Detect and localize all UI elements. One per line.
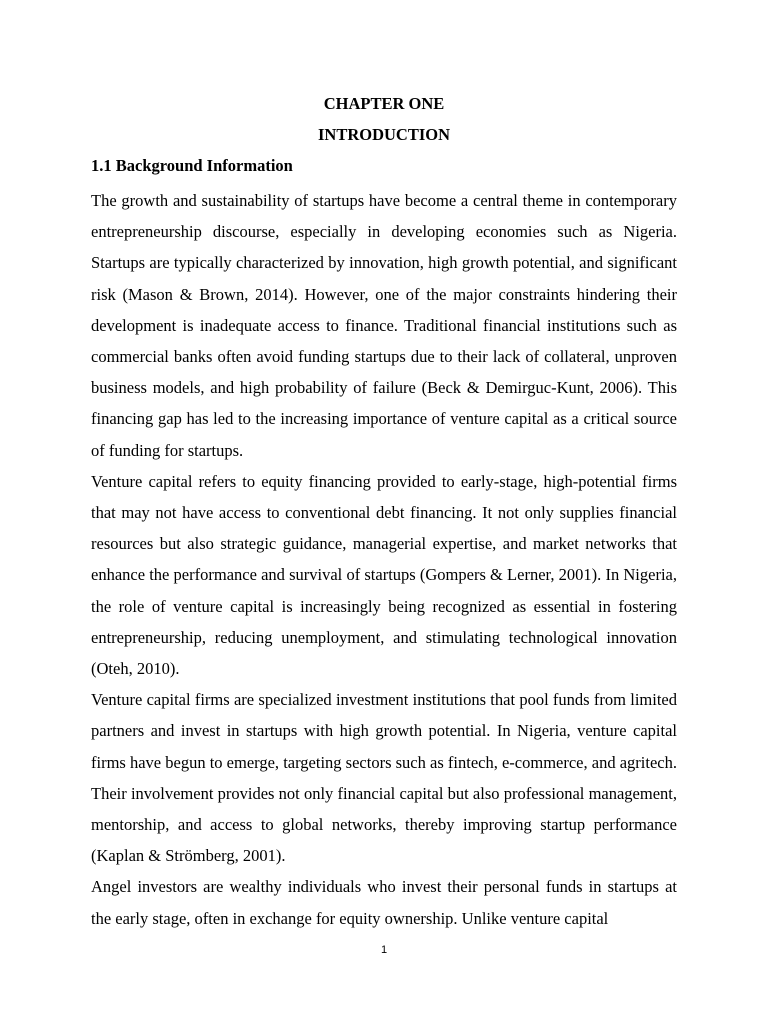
body-text [91,185,677,934]
paragraph-venture-capital-firms: Venture capital firms are specialized investment institutions that pool funds from limited partners and invest in startups with high growth potential. In Nigeria, venture capital firms have begun to emerge, targeting sectors such as fintech, e-commerce, and agritech. Their involvement provides not only financial capital but also professional management, mentorship, and access to global networks, thereby improving startup performance (Kaplan & Strömberg, 2001). [91,690,677,866]
chapter-title: INTRODUCTION [317,125,451,144]
paragraph-venture-capital-definition: Venture capital refers to equity financing provided to early-stage, high-potential firms that may not have access to conventional debt financing. It not only supplies financial resources but also strategic guidance, managerial expertise, and market networks that enhance the performance and survival of startups (Gompers & Lerner, 2001). In Nigeria, the role of venture capital is increasingly being recognized as essential in fostering entrepreneurship, reducing unemployment, and stimulating technological innovation (Oteh, 2010). [91,471,677,679]
paragraph-startups-finance: The growth and sustainability of startups have become a central theme in contemporary entrepreneurship discourse, especially in developing economies such as Nigeria. Startups are typically characterized by innovation, high growth potential, and significant risk (Mason & Brown, 2014). However, one of the major constraints hindering their development is inadequate access to finance. Traditional financial institutions such as commercial banks often avoid funding startups due to their lack of collateral, unproven business models, and high probability of failure (Beck & Demirguc-Kunt, 2006). This financing gap has led to the increasing importance of venture capital as a critical source of funding for startups. [91,191,677,460]
chapter-heading: CHAPTER ONE [323,94,445,113]
page-number: 1 [380,944,388,956]
section-heading: 1.1 Background Information [91,156,293,175]
paragraph-angel-investors: Angel investors are wealthy individuals who invest their personal funds in startups at the early stage, often in exchange for equity ownership. Unlike venture capital [91,877,677,928]
